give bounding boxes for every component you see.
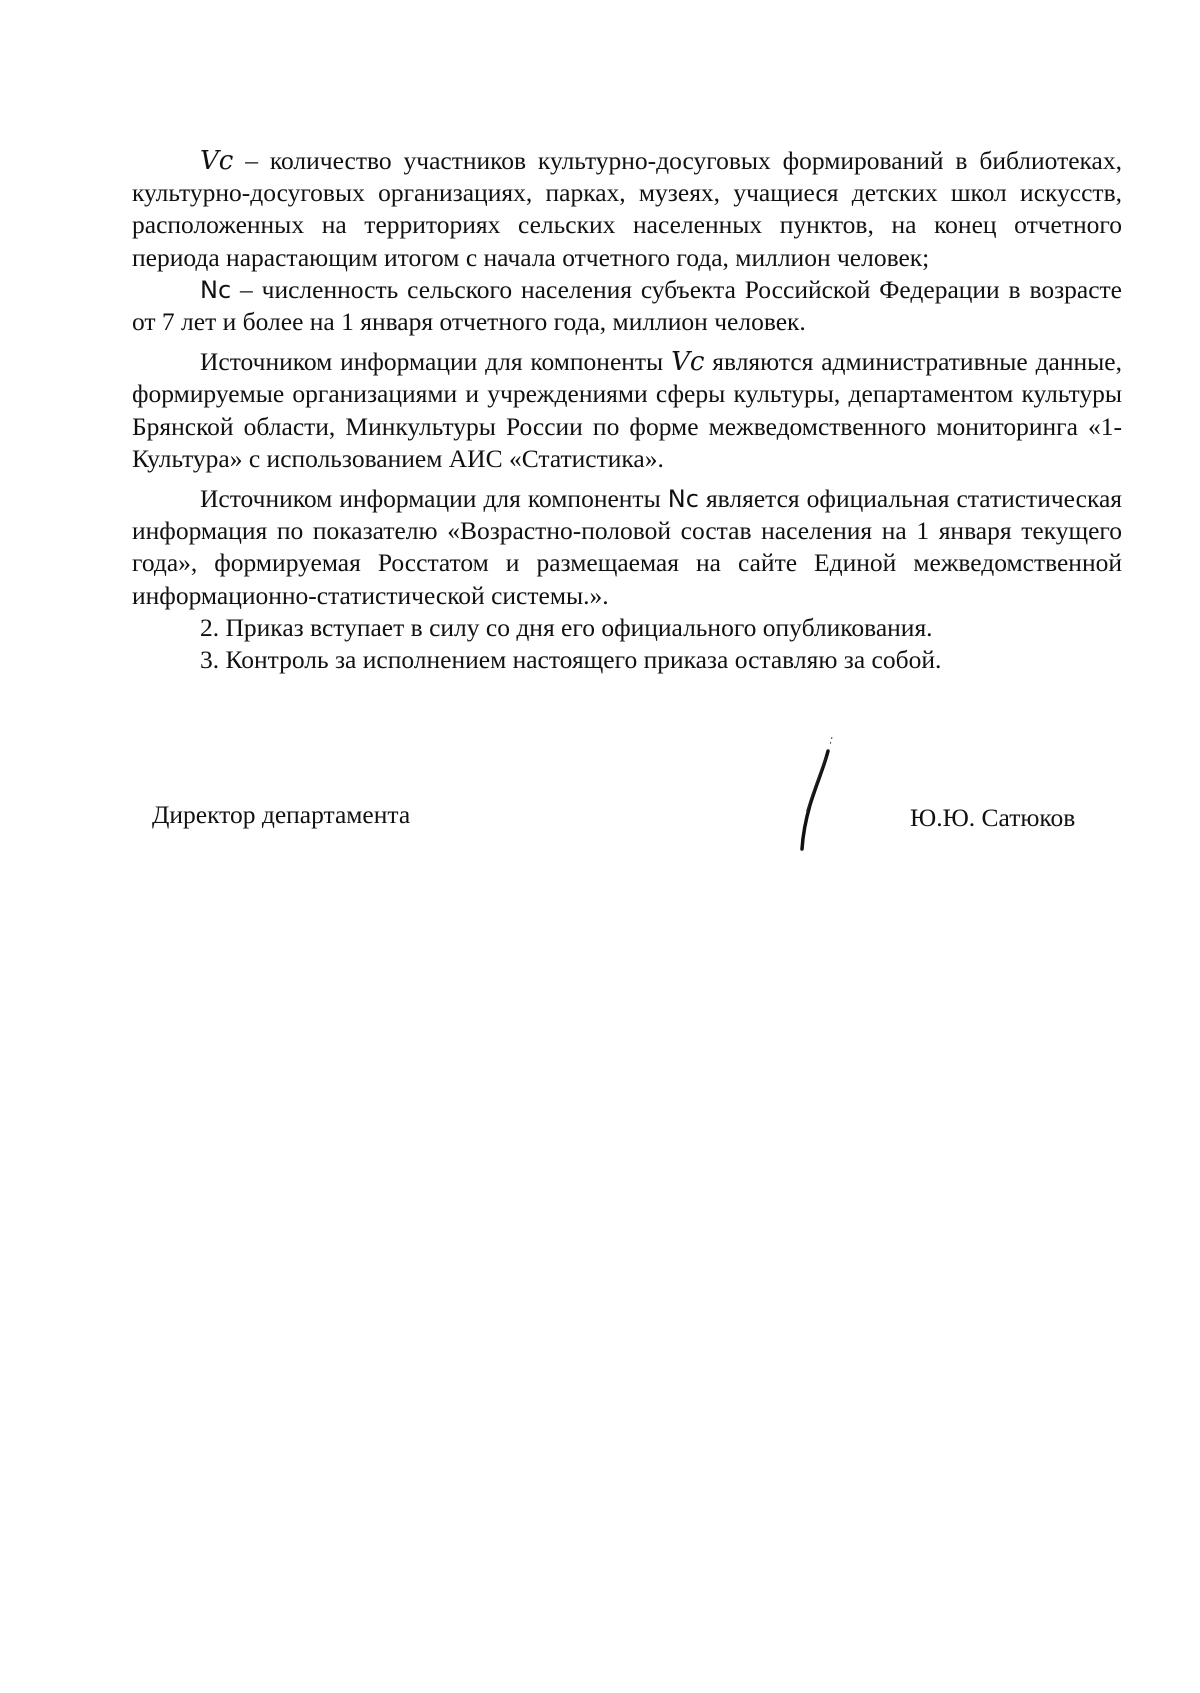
source-nc-prefix: Источником информации для компоненты (200, 484, 668, 514)
source-nc-paragraph (132, 483, 1122, 612)
signatory-name: Ю.Ю. Сатюков (910, 803, 1076, 832)
document-body (132, 145, 1122, 676)
clause-3: 3. Контроль за исполнением настоящего приказа оставляю за собой. (200, 645, 942, 675)
definition-nc-text: – численность сельского населения субъекта Российской Федерации в возрасте от 7 лет и более на 1 января отчетного года, миллион человек. (132, 274, 1122, 337)
source-nc-suffix: является официальная статистическая информация по показателю «Возрастно-половой состав населения на 1 января текущего года», формируемая Росстатом и размещаемая на сайте Единой межведомственной информационно-статистической системы.». (132, 484, 1122, 610)
clause-2: 2. Приказ вступает в силу со дня его официального опубликования. (200, 612, 933, 642)
handwritten-signature-icon (780, 735, 840, 855)
variable-vc: Vc (200, 146, 234, 176)
source-vc-variable: Vc (671, 347, 705, 378)
source-nc-variable: Nc (667, 485, 699, 514)
signature-block (152, 800, 1102, 880)
source-vc-paragraph (132, 346, 1122, 475)
definition-vc (132, 145, 1122, 274)
source-vc-prefix: Источником информации для компоненты (200, 347, 672, 377)
signatory-position: Директор департамента (152, 800, 411, 829)
definition-nc (132, 274, 1122, 338)
source-vc-suffix: являются административные данные, формируемые организациями и учреждениями сферы культуры, департаментом культуры Брянской области, Минкультуры России по форме межведомственного мониторинга «1-Культура» с использованием АИС «Статистика». (132, 347, 1122, 473)
variable-nc: Nc (200, 275, 232, 304)
definition-vc-text: – количество участников культурно-досуговых формирований в библиотеках, культурно-досуговых организациях, парках, музеях, учащиеся детских школ искусств, расположенных на территориях сельских населенных пунктов, на конец отчетного периода нарастающим итогом с начала отчетного года, миллион человек; (132, 146, 1122, 272)
